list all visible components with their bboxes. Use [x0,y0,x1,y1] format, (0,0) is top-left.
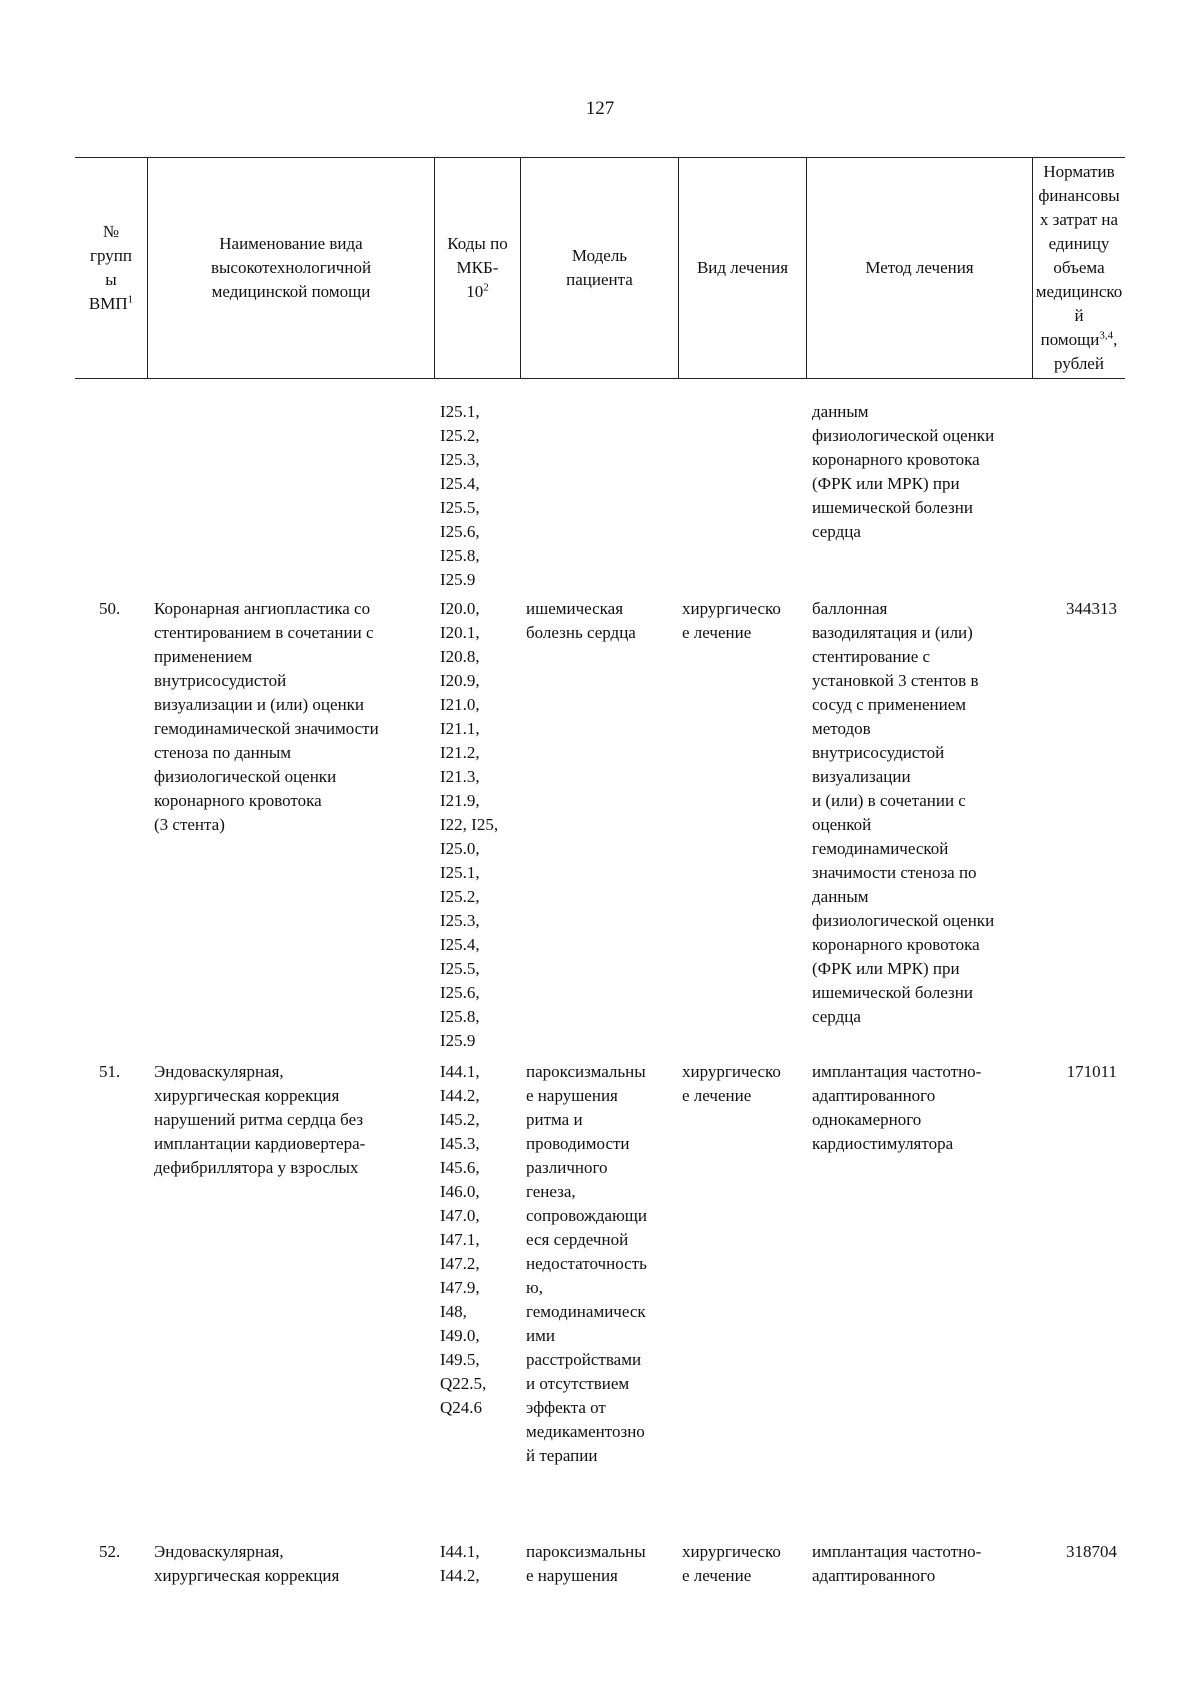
row-norm: 344313 [1066,599,1117,618]
row-norm: 318704 [1066,1542,1117,1561]
page-number: 127 [585,98,615,119]
header-norm: Норматив финансовы х затрат на единицу объема медицинско й помощи$^{3,4}$, рублей [1032,158,1125,378]
header-patient-model: Модель пациента [520,158,678,378]
row-norm: 171011 [1066,1062,1117,1081]
row-patient-model: пароксизмальны е нарушения [526,1542,646,1585]
table-header [75,157,1125,379]
row-name: Эндоваскулярная, хирургическая коррекция нарушений ритма сердца без имплантации кардиовертера- дефибриллятора у взрослых [154,1062,366,1177]
row-codes: I20.0, I20.1, I20.8, I20.9, I21.0, I21.1, I21.2, I21.3, I21.9, I22, I25, I25.0, I25.1, I25.2, I25.3, I25.4, I25.5, I25.6, I25.8, I25.9 [440,599,499,1050]
header-group-number: № групп ы ВМП$^1$ [88,222,134,313]
row-patient-model: ишемическая болезнь сердца [526,599,636,642]
row-codes: I44.1, I44.2, I45.2, I45.3, I45.6, I46.0, I47.0, I47.1, I47.2, I47.9, I48, I49.0, I49.5, Q22.5, Q24.6 [440,1062,487,1417]
header-treatment-type: Вид лечения [678,158,806,378]
row-method: имплантация частотно- адаптированного однокамерного кардиостимулятора [812,1062,982,1153]
continuation-method: данным физиологической оценки коронарного кровотока (ФРК или МРК) при ишемической болезни сердца [812,402,995,541]
row-treatment-type: хирургическо е лечение [682,1542,781,1585]
header-name: Наименование вида высокотехнологичной медицинской помощи [147,158,434,378]
header-codes: Коды по МКБ- $10^2$ [434,158,520,378]
row-number: 50. [99,599,121,618]
header-treatment-method: Метод лечения [806,158,1032,378]
row-number: 52. [99,1542,121,1561]
row-treatment-type: хирургическо е лечение [682,1062,781,1105]
row-treatment-type: хирургическо е лечение [682,599,781,642]
row-name: Коронарная ангиопластика со стентированием в сочетании с применением внутрисосудистой визуализации и (или) оценки гемодинамической значимости стеноза по данным физиологической оценки коронарного кровотока (3 стента) [154,599,379,834]
continuation-codes: I25.1, I25.2, I25.3, I25.4, I25.5, I25.6, I25.8, I25.9 [440,402,480,589]
row-patient-model: пароксизмальны е нарушения ритма и проводимости различного генеза, сопровождающи еся сердечной недостаточность ю, гемодинамическ ими расстройствами и отсутствием эффекта от медикаментозно й терапии [526,1062,647,1465]
row-codes: I44.1, I44.2, [440,1542,480,1585]
row-number: 51. [99,1062,121,1081]
row-method: баллонная вазодилятация и (или) стентирование с установкой 3 стентов в сосуд с применением методов внутрисосудистой визуализации и (или) в сочетании с оценкой гемодинамической значимости стеноза по данным физиологической оценки коронарного кровотока (ФРК или МРК) при ишемической болезни сердца [812,599,995,1026]
row-method: имплантация частотно- адаптированного [812,1542,982,1585]
row-name: Эндоваскулярная, хирургическая коррекция [154,1542,340,1585]
